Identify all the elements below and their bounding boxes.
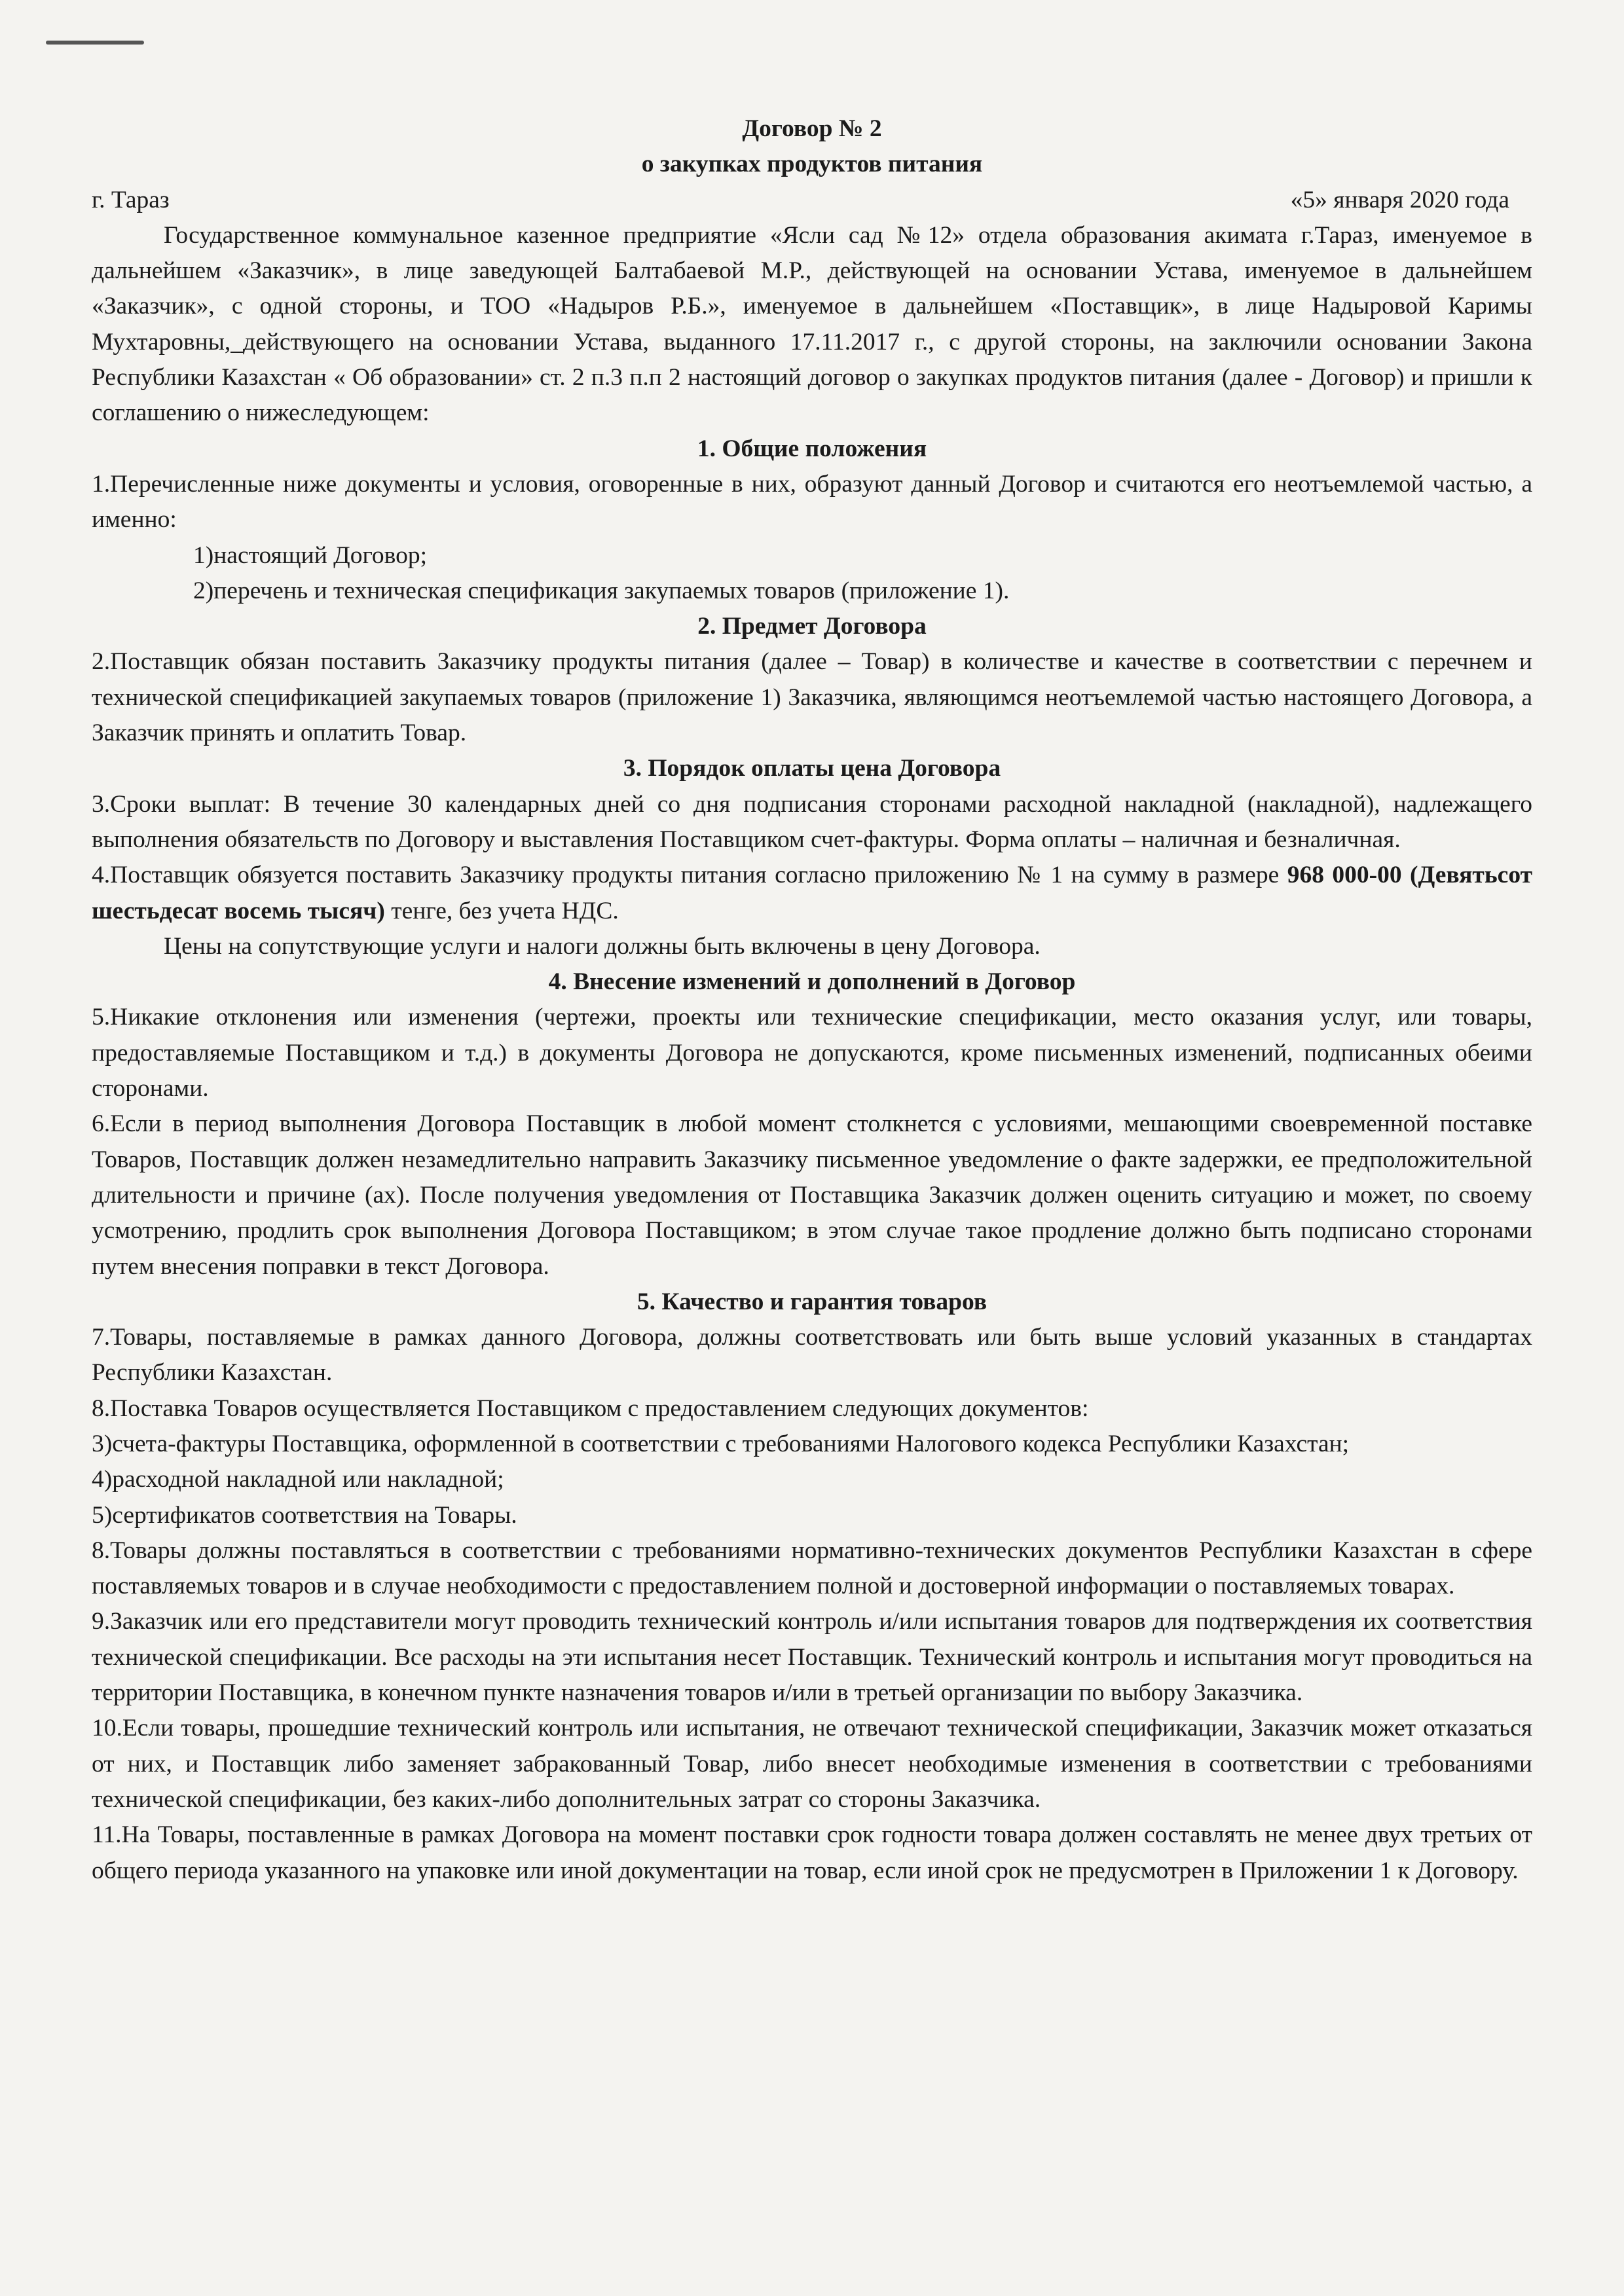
clause-6: 6.Если в период выполнения Договора Поставщик в любой момент столкнется с условиями, мешающими своевременной поставке Товаров, Поставщик должен незамедлительно направить Заказчику письменное уведомление о факте задержки, ее предположительной длительности и причине (ах). После получения уведомления от Поставщика Заказчик должен оценить ситуацию и может, по своему усмотрению, продлить срок выполнения Договора Поставщиком; в этом случае такое продление должно быть подписано сторонами путем внесения поправки в текст Договора. <box>92 1110 1532 1280</box>
scan-artifact <box>46 41 144 45</box>
clause-4-text-a: 4.Поставщик обязуется поставить Заказчику продукты питания согласно приложению № 1 на сумму в размере <box>92 862 1287 889</box>
contract-page <box>92 111 1532 1889</box>
clause-8a: 8.Поставка Товаров осуществляется Поставщиком с предоставлением следующих документов: <box>92 1394 1089 1422</box>
clause-9: 9.Заказчик или его представители могут проводить технический контроль и/или испытания товаров для подтверждения их соответствия технической спецификации. Все расходы на эти испытания несет Поставщик. Технический контроль и испытания могут проводиться на территории Поставщика, в конечном пункте назначения товаров и/или в третьей организации по выбору Заказчика. <box>92 1608 1532 1707</box>
clause-11: 11.На Товары, поставленные в рамках Договора на момент поставки срок годности товара должен составлять не менее двух третьих от общего периода указанного на упаковке или иной документации на товар, если иной срок не предусмотрен в Приложении 1 к Договору. <box>92 1821 1532 1884</box>
place-date-row <box>92 183 1532 218</box>
contract-subtitle: о закупках продуктов питания <box>641 151 983 178</box>
section-5-heading: 5. Качество и гарантия товаров <box>637 1288 987 1315</box>
contract-date: «5» января 2020 года <box>1290 186 1509 213</box>
contract-amount: 968 000-00 (Девятьсот шестьдесат восемь тысяч) <box>92 862 1532 924</box>
city: г. Тараз <box>92 186 170 213</box>
list-item-3: 3)счета-фактуры Поставщика, оформленной в соответствии с требованиями Налогового кодекса Республики Казахстан; <box>92 1430 1350 1457</box>
section-1-heading: 1. Общие положения <box>697 435 927 462</box>
list-item-4: 4)расходной накладной или накладной; <box>92 1466 504 1493</box>
intro-paragraph: Государственное коммунальное казенное предприятие «Ясли сад №12» отдела образования акимата г.Тараз, именуемое в дальнейшем «Заказчик», в лице заведующей Балтабаевой М.Р., действующей на основании Устава, именуемое в дальнейшем «Заказчик», с одной стороны, и ТОО «Надыров Р.Б.», именуемое в дальнейшем «Поставщик», в лице Надыровой Каримы Мухтаровны,_действующего на основании Устава, выданного 17.11.2017 г., с другой стороны, на заключили основании Закона Республики Казахстан « Об образовании» ст. 2 п.3 п.п 2 настоящий договор о закупках продуктов питания (далее - Договор) и пришли к соглашению о нижеследующем: <box>92 221 1532 427</box>
section-2-heading: 2. Предмет Договора <box>697 613 927 640</box>
clause-4-text-b: тенге, без учета НДС. <box>384 897 619 924</box>
clause-8b: 8.Товары должны поставляться в соответствии с требованиями нормативно-технических документов Республики Казахстан в сфере поставляемых товаров и в случае необходимости с предоставлением полной и достоверной информации о поставляемых товарах. <box>92 1537 1532 1600</box>
list-item-5: 5)сертификатов соответствия на Товары. <box>92 1501 517 1529</box>
clause-10: 10.Если товары, прошедшие технический контроль или испытания, не отвечают технической спецификации, Заказчик может отказаться от них, и Поставщик либо заменяет забракованный Товар, либо внесет необходимые изменения в соответствии с требованиями технической спецификации, без каких-либо дополнительных затрат со стороны Заказчика. <box>92 1715 1532 1813</box>
section-3-heading: 3. Порядок оплаты цена Договора <box>623 755 1001 782</box>
list-item-2: 2)перечень и техническая спецификация закупаемых товаров (приложение 1). <box>193 577 1010 604</box>
clause-1: 1.Перечисленные ниже документы и условия, оговоренные в них, образуют данный Договор и считаются его неотъемлемой частью, а именно: <box>92 470 1532 534</box>
clause-7: 7.Товары, поставляемые в рамках данного Договора, должны соответствовать или быть выше условий указанных в стандартах Республики Казахстан. <box>92 1324 1532 1387</box>
clause-2: 2.Поставщик обязан поставить Заказчику продукты питания (далее – Товар) в количестве и качестве в соответствии с перечнем и технической спецификацией закупаемых товаров (приложение 1) Заказчика, являющимся неотъемлемой частью настоящего Договора, а Заказчик принять и оплатить Товар. <box>92 648 1532 747</box>
section-4-heading: 4. Внесение изменений и дополнений в Договор <box>548 968 1076 996</box>
clause-3: 3.Сроки выплат: В течение 30 календарных дней со дня подписания сторонами расходной накладной (накладной), надлежащего выполнения обязательств по Договору и выставления Поставщиком счет-фактуры. Форма оплаты – наличная и безналичная. <box>92 790 1532 853</box>
clause-5: 5.Никакие отклонения или изменения (чертежи, проекты или технические спецификации, место оказания услуг, или товары, предоставляемые Поставщиком и т.д.) в документы Договора не допускаются, кроме письменных изменений, подписанных обеими сторонами. <box>92 1004 1532 1102</box>
clause-4 <box>92 858 1532 929</box>
list-item-1: 1)настоящий Договор; <box>193 541 428 569</box>
contract-title: Договор № 2 <box>742 115 882 142</box>
prices-note: Цены на сопутствующие услуги и налоги должны быть включены в цену Договора. <box>164 932 1041 960</box>
